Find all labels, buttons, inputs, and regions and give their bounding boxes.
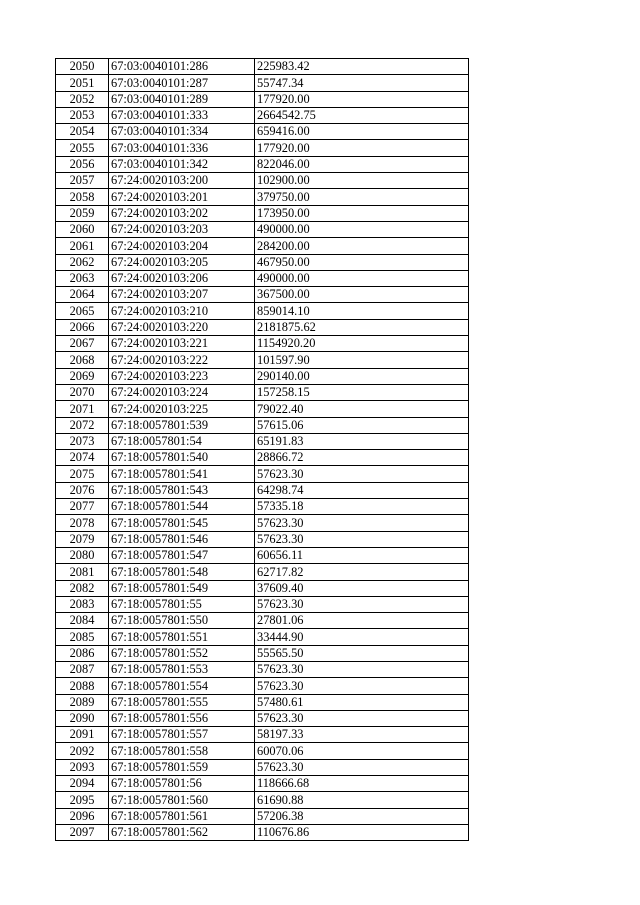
row-number-cell: 2053 (56, 107, 109, 123)
value-cell: 61690.88 (255, 792, 469, 808)
table-row (56, 319, 469, 335)
value-cell: 177920.00 (255, 91, 469, 107)
row-number-cell: 2062 (56, 254, 109, 270)
cadastral-number-cell: 67:03:0040101:287 (109, 75, 255, 91)
table-row (56, 482, 469, 498)
row-number-cell: 2094 (56, 776, 109, 792)
row-number-cell: 2068 (56, 352, 109, 368)
cadastral-number-cell: 67:18:0057801:558 (109, 743, 255, 759)
table-row (56, 352, 469, 368)
row-number-cell: 2086 (56, 645, 109, 661)
table-row (56, 124, 469, 140)
cadastral-number-cell: 67:18:0057801:550 (109, 613, 255, 629)
table-row (56, 776, 469, 792)
cadastral-number-cell: 67:18:0057801:539 (109, 417, 255, 433)
table-row (56, 743, 469, 759)
cadastral-number-cell: 67:18:0057801:547 (109, 547, 255, 563)
table-row (56, 450, 469, 466)
table-row (56, 824, 469, 840)
cadastral-number-cell: 67:18:0057801:548 (109, 564, 255, 580)
table-row (56, 189, 469, 205)
row-number-cell: 2063 (56, 270, 109, 286)
table-row (56, 221, 469, 237)
cadastral-number-cell: 67:24:0020103:202 (109, 205, 255, 221)
table-row (56, 792, 469, 808)
value-cell: 57623.30 (255, 596, 469, 612)
row-number-cell: 2057 (56, 173, 109, 189)
cadastral-number-cell: 67:18:0057801:553 (109, 661, 255, 677)
cadastral-number-cell: 67:24:0020103:220 (109, 319, 255, 335)
cadastral-number-cell: 67:18:0057801:554 (109, 678, 255, 694)
cadastral-number-cell: 67:24:0020103:206 (109, 270, 255, 286)
value-cell: 79022.40 (255, 401, 469, 417)
row-number-cell: 2061 (56, 238, 109, 254)
table-row (56, 287, 469, 303)
value-cell: 27801.06 (255, 613, 469, 629)
row-number-cell: 2056 (56, 156, 109, 172)
table-row (56, 613, 469, 629)
table-row (56, 661, 469, 677)
cadastral-number-cell: 67:18:0057801:559 (109, 759, 255, 775)
value-cell: 1154920.20 (255, 336, 469, 352)
table-row (56, 336, 469, 352)
cadastral-number-cell: 67:18:0057801:55 (109, 596, 255, 612)
row-number-cell: 2097 (56, 824, 109, 840)
value-cell: 60656.11 (255, 547, 469, 563)
value-cell: 157258.15 (255, 384, 469, 400)
row-number-cell: 2070 (56, 384, 109, 400)
value-cell: 57615.06 (255, 417, 469, 433)
value-cell: 118666.68 (255, 776, 469, 792)
cadastral-number-cell: 67:03:0040101:286 (109, 59, 255, 75)
value-cell: 57623.30 (255, 515, 469, 531)
table-row (56, 596, 469, 612)
table-row (56, 205, 469, 221)
value-cell: 367500.00 (255, 287, 469, 303)
value-cell: 659416.00 (255, 124, 469, 140)
value-cell: 37609.40 (255, 580, 469, 596)
row-number-cell: 2054 (56, 124, 109, 140)
cadastral-number-cell: 67:24:0020103:224 (109, 384, 255, 400)
value-cell: 57335.18 (255, 499, 469, 515)
value-cell: 57623.30 (255, 678, 469, 694)
value-cell: 60070.06 (255, 743, 469, 759)
cadastral-number-cell: 67:03:0040101:334 (109, 124, 255, 140)
value-cell: 177920.00 (255, 140, 469, 156)
row-number-cell: 2052 (56, 91, 109, 107)
row-number-cell: 2073 (56, 433, 109, 449)
value-cell: 225983.42 (255, 59, 469, 75)
value-cell: 110676.86 (255, 824, 469, 840)
row-number-cell: 2088 (56, 678, 109, 694)
row-number-cell: 2080 (56, 547, 109, 563)
row-number-cell: 2092 (56, 743, 109, 759)
cadastral-number-cell: 67:18:0057801:544 (109, 499, 255, 515)
row-number-cell: 2051 (56, 75, 109, 91)
cadastral-number-cell: 67:24:0020103:201 (109, 189, 255, 205)
table-row (56, 694, 469, 710)
table-row (56, 515, 469, 531)
row-number-cell: 2077 (56, 499, 109, 515)
value-cell: 33444.90 (255, 629, 469, 645)
cadastral-number-cell: 67:18:0057801:54 (109, 433, 255, 449)
cadastral-number-cell: 67:03:0040101:342 (109, 156, 255, 172)
row-number-cell: 2081 (56, 564, 109, 580)
cadastral-number-cell: 67:03:0040101:336 (109, 140, 255, 156)
row-number-cell: 2087 (56, 661, 109, 677)
value-cell: 859014.10 (255, 303, 469, 319)
cadastral-number-cell: 67:03:0040101:333 (109, 107, 255, 123)
value-cell: 57623.30 (255, 710, 469, 726)
value-cell: 57206.38 (255, 808, 469, 824)
row-number-cell: 2075 (56, 466, 109, 482)
value-cell: 490000.00 (255, 221, 469, 237)
cadastral-number-cell: 67:24:0020103:204 (109, 238, 255, 254)
value-cell: 101597.90 (255, 352, 469, 368)
row-number-cell: 2096 (56, 808, 109, 824)
value-cell: 822046.00 (255, 156, 469, 172)
row-number-cell: 2093 (56, 759, 109, 775)
cadastral-number-cell: 67:18:0057801:541 (109, 466, 255, 482)
table-row (56, 384, 469, 400)
table-row (56, 401, 469, 417)
cadastral-number-cell: 67:18:0057801:555 (109, 694, 255, 710)
table-row (56, 156, 469, 172)
table-row (56, 173, 469, 189)
table-row (56, 727, 469, 743)
row-number-cell: 2079 (56, 531, 109, 547)
row-number-cell: 2067 (56, 336, 109, 352)
table-row (56, 629, 469, 645)
cadastral-number-cell: 67:18:0057801:560 (109, 792, 255, 808)
value-cell: 57623.30 (255, 661, 469, 677)
table-row (56, 580, 469, 596)
row-number-cell: 2074 (56, 450, 109, 466)
table-row (56, 710, 469, 726)
table-row (56, 645, 469, 661)
row-number-cell: 2076 (56, 482, 109, 498)
table-row (56, 59, 469, 75)
table-row (56, 368, 469, 384)
table-row (56, 75, 469, 91)
value-cell: 55747.34 (255, 75, 469, 91)
table-row (56, 107, 469, 123)
table-row (56, 433, 469, 449)
cadastral-number-cell: 67:24:0020103:223 (109, 368, 255, 384)
value-cell: 290140.00 (255, 368, 469, 384)
cadastral-number-cell: 67:24:0020103:203 (109, 221, 255, 237)
value-cell: 28866.72 (255, 450, 469, 466)
value-cell: 65191.83 (255, 433, 469, 449)
row-number-cell: 2069 (56, 368, 109, 384)
value-cell: 57623.30 (255, 466, 469, 482)
value-cell: 490000.00 (255, 270, 469, 286)
table-row (56, 678, 469, 694)
row-number-cell: 2095 (56, 792, 109, 808)
table-row (56, 531, 469, 547)
cadastral-number-cell: 67:18:0057801:552 (109, 645, 255, 661)
row-number-cell: 2083 (56, 596, 109, 612)
row-number-cell: 2050 (56, 59, 109, 75)
table-row (56, 417, 469, 433)
value-cell: 173950.00 (255, 205, 469, 221)
row-number-cell: 2055 (56, 140, 109, 156)
cadastral-value-table (55, 58, 469, 841)
cadastral-number-cell: 67:03:0040101:289 (109, 91, 255, 107)
table-row (56, 564, 469, 580)
value-cell: 284200.00 (255, 238, 469, 254)
value-cell: 64298.74 (255, 482, 469, 498)
value-cell: 58197.33 (255, 727, 469, 743)
row-number-cell: 2090 (56, 710, 109, 726)
row-number-cell: 2066 (56, 319, 109, 335)
row-number-cell: 2058 (56, 189, 109, 205)
cadastral-number-cell: 67:18:0057801:561 (109, 808, 255, 824)
table-row (56, 466, 469, 482)
row-number-cell: 2059 (56, 205, 109, 221)
table-row (56, 499, 469, 515)
cadastral-number-cell: 67:24:0020103:207 (109, 287, 255, 303)
table-row (56, 808, 469, 824)
value-cell: 102900.00 (255, 173, 469, 189)
table-row (56, 140, 469, 156)
row-number-cell: 2064 (56, 287, 109, 303)
cadastral-number-cell: 67:24:0020103:200 (109, 173, 255, 189)
cadastral-number-cell: 67:24:0020103:222 (109, 352, 255, 368)
row-number-cell: 2082 (56, 580, 109, 596)
cadastral-number-cell: 67:18:0057801:557 (109, 727, 255, 743)
value-cell: 467950.00 (255, 254, 469, 270)
table-row (56, 547, 469, 563)
cadastral-number-cell: 67:18:0057801:56 (109, 776, 255, 792)
cadastral-number-cell: 67:24:0020103:225 (109, 401, 255, 417)
value-cell: 62717.82 (255, 564, 469, 580)
value-cell: 379750.00 (255, 189, 469, 205)
row-number-cell: 2078 (56, 515, 109, 531)
row-number-cell: 2060 (56, 221, 109, 237)
row-number-cell: 2084 (56, 613, 109, 629)
cadastral-number-cell: 67:18:0057801:540 (109, 450, 255, 466)
row-number-cell: 2071 (56, 401, 109, 417)
cadastral-number-cell: 67:24:0020103:221 (109, 336, 255, 352)
row-number-cell: 2065 (56, 303, 109, 319)
value-cell: 57623.30 (255, 531, 469, 547)
cadastral-number-cell: 67:18:0057801:551 (109, 629, 255, 645)
table-row (56, 238, 469, 254)
row-number-cell: 2089 (56, 694, 109, 710)
table-body (56, 59, 469, 841)
cadastral-number-cell: 67:24:0020103:205 (109, 254, 255, 270)
cadastral-number-cell: 67:18:0057801:545 (109, 515, 255, 531)
table-row (56, 254, 469, 270)
value-cell: 2181875.62 (255, 319, 469, 335)
cadastral-number-cell: 67:18:0057801:562 (109, 824, 255, 840)
table-row (56, 759, 469, 775)
value-cell: 55565.50 (255, 645, 469, 661)
cadastral-number-cell: 67:18:0057801:549 (109, 580, 255, 596)
cadastral-number-cell: 67:18:0057801:543 (109, 482, 255, 498)
row-number-cell: 2091 (56, 727, 109, 743)
value-cell: 57480.61 (255, 694, 469, 710)
row-number-cell: 2072 (56, 417, 109, 433)
cadastral-number-cell: 67:24:0020103:210 (109, 303, 255, 319)
value-cell: 57623.30 (255, 759, 469, 775)
table-row (56, 91, 469, 107)
value-cell: 2664542.75 (255, 107, 469, 123)
row-number-cell: 2085 (56, 629, 109, 645)
cadastral-number-cell: 67:18:0057801:556 (109, 710, 255, 726)
cadastral-number-cell: 67:18:0057801:546 (109, 531, 255, 547)
table-row (56, 303, 469, 319)
table-row (56, 270, 469, 286)
